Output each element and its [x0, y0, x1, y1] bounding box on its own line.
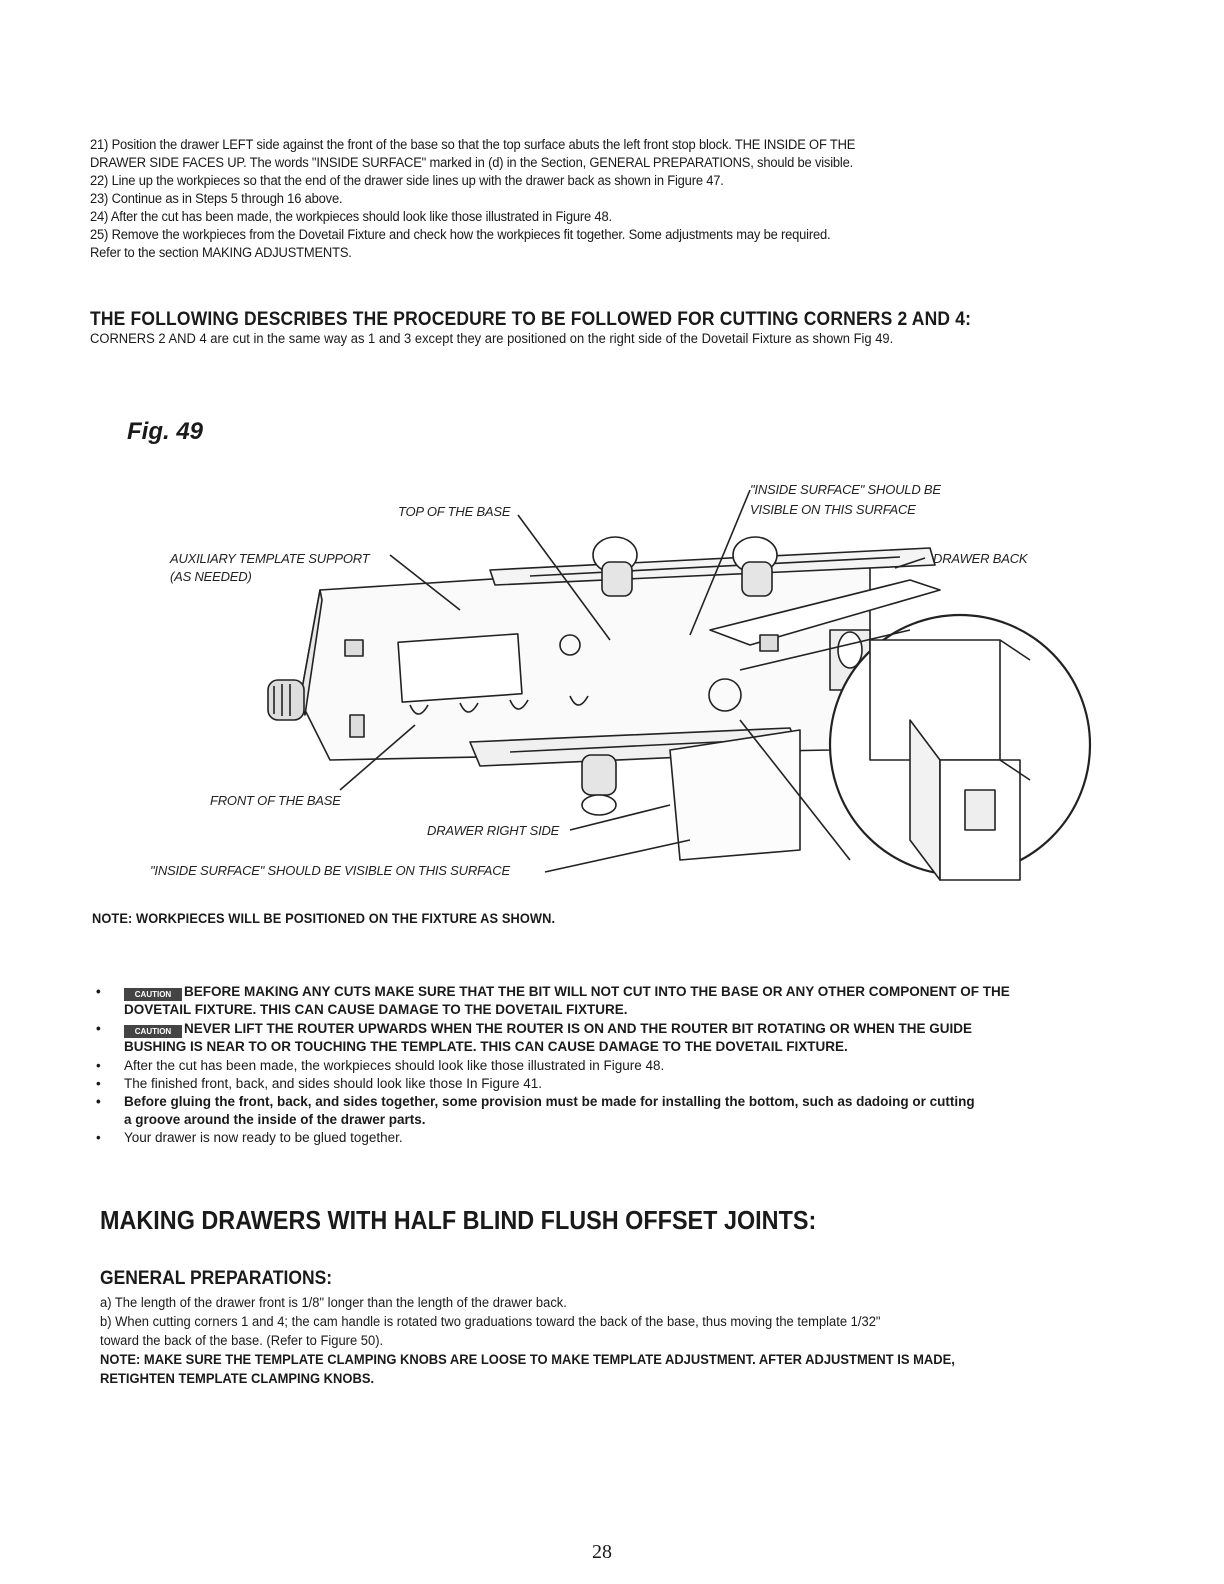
- page-number: 28: [592, 1541, 612, 1563]
- bullet-dot: •: [96, 1058, 101, 1073]
- prep-line: a) The length of the drawer front is 1/8" longer than the length of the drawer back.: [100, 1295, 567, 1310]
- prep-note: RETIGHTEN TEMPLATE CLAMPING KNOBS.: [100, 1371, 375, 1386]
- label-inside-surface-bottom: "INSIDE SURFACE" SHOULD BE VISIBLE ON THIS SURFACE: [150, 863, 510, 878]
- figure-title: Fig. 49: [127, 418, 204, 445]
- bullet-item: [96, 1020, 1106, 1056]
- label-inside-surface-top: [750, 480, 941, 520]
- bullet-text: Your drawer is now ready to be glued together.: [124, 1130, 403, 1145]
- step-line: 24) After the cut has been made, the workpieces should look like those illustrated in Figure 48.: [90, 209, 612, 224]
- bullet-dot: •: [96, 984, 101, 999]
- bullet-text: After the cut has been made, the workpieces should look like those illustrated in Figure 48.: [124, 1058, 665, 1073]
- bullet-item: [96, 1129, 1106, 1147]
- prep-note: NOTE: MAKE SURE THE TEMPLATE CLAMPING KNOBS ARE LOOSE TO MAKE TEMPLATE ADJUSTMENT. AFTER ADJUSTMENT IS MADE,: [100, 1352, 955, 1367]
- label-drawer-right-side: DRAWER RIGHT SIDE: [427, 823, 560, 838]
- main-heading: MAKING DRAWERS WITH HALF BLIND FLUSH OFFSET JOINTS:: [100, 1205, 817, 1235]
- step-line: 21) Position the drawer LEFT side against the front of the base so that the top surface abuts the left front stop block. THE INSIDE OF THE: [90, 137, 856, 152]
- label-top-of-base: TOP OF THE BASE: [398, 504, 511, 519]
- label-line: VISIBLE ON THIS SURFACE: [750, 502, 916, 517]
- bullet-item: [96, 1057, 1106, 1075]
- step-line: Refer to the section MAKING ADJUSTMENTS.: [90, 245, 352, 260]
- figure-49: [150, 460, 1110, 940]
- step-line: 22) Line up the workpieces so that the end of the drawer side lines up with the drawer back as shown in Figure 47.: [90, 173, 724, 188]
- label-line: (AS NEEDED): [170, 569, 252, 584]
- label-line: "INSIDE SURFACE" SHOULD BE: [750, 482, 941, 497]
- label-aux-support: [170, 550, 370, 586]
- bullet-item: [96, 1075, 1106, 1093]
- label-front-of-base: FRONT OF THE BASE: [210, 793, 341, 808]
- bullet-text: NEVER LIFT THE ROUTER UPWARDS WHEN THE ROUTER IS ON AND THE ROUTER BIT ROTATING OR WHEN THE GUIDE: [184, 1021, 972, 1036]
- bullet-dot: •: [96, 1076, 101, 1091]
- bullet-list: [96, 983, 1106, 1147]
- step-line: DRAWER SIDE FACES UP. The words "INSIDE SURFACE" marked in (d) in the Section, GENERAL PREPARATIONS, should be visible.: [90, 155, 854, 170]
- step-list: [90, 136, 1090, 262]
- sub-heading: GENERAL PREPARATIONS:: [100, 1268, 333, 1289]
- bullet-dot: •: [96, 1021, 101, 1036]
- prep-line: b) When cutting corners 1 and 4; the cam handle is rotated two graduations toward the back of the base, thus moving the template 1/32": [100, 1314, 881, 1329]
- step-line: 23) Continue as in Steps 5 through 16 above.: [90, 191, 343, 206]
- bullet-text: a groove around the inside of the drawer parts.: [124, 1112, 426, 1127]
- bullet-text: BEFORE MAKING ANY CUTS MAKE SURE THAT THE BIT WILL NOT CUT INTO THE BASE OR ANY OTHER COMPONENT OF THE: [184, 984, 1010, 999]
- corners-description: CORNERS 2 AND 4 are cut in the same way as 1 and 3 except they are positioned on the right side of the Dovetail Fixture as shown Fig 49.: [90, 331, 894, 346]
- label-line: AUXILIARY TEMPLATE SUPPORT: [170, 551, 370, 566]
- label-drawer-back: DRAWER BACK: [933, 551, 1028, 566]
- bullet-text: Before gluing the front, back, and sides together, some provision must be made for installing the bottom, such as dadoing or cutting: [124, 1094, 975, 1109]
- bullet-text: BUSHING IS NEAR TO OR TOUCHING THE TEMPLATE. THIS CAN CAUSE DAMAGE TO THE DOVETAIL FIXTURE.: [124, 1039, 848, 1054]
- bullet-item: [96, 1093, 1106, 1129]
- bullet-dot: •: [96, 1094, 101, 1109]
- step-line: 25) Remove the workpieces from the Dovetail Fixture and check how the workpieces fit together. Some adjustments may be required.: [90, 227, 831, 242]
- caution-badge: CAUTION: [124, 988, 182, 1001]
- bullet-dot: •: [96, 1130, 101, 1145]
- prep-line: toward the back of the base. (Refer to Figure 50).: [100, 1333, 384, 1348]
- preparation-list: [100, 1293, 1100, 1388]
- caution-badge: CAUTION: [124, 1025, 182, 1038]
- section-heading: THE FOLLOWING DESCRIBES THE PROCEDURE TO BE FOLLOWED FOR CUTTING CORNERS 2 AND 4:: [90, 309, 972, 330]
- figure-note: NOTE: WORKPIECES WILL BE POSITIONED ON THE FIXTURE AS SHOWN.: [92, 911, 556, 926]
- bullet-text: The finished front, back, and sides should look like those In Figure 41.: [124, 1076, 542, 1091]
- bullet-text: DOVETAIL FIXTURE. THIS CAN CAUSE DAMAGE TO THE DOVETAIL FIXTURE.: [124, 1002, 628, 1017]
- bullet-item: [96, 983, 1106, 1019]
